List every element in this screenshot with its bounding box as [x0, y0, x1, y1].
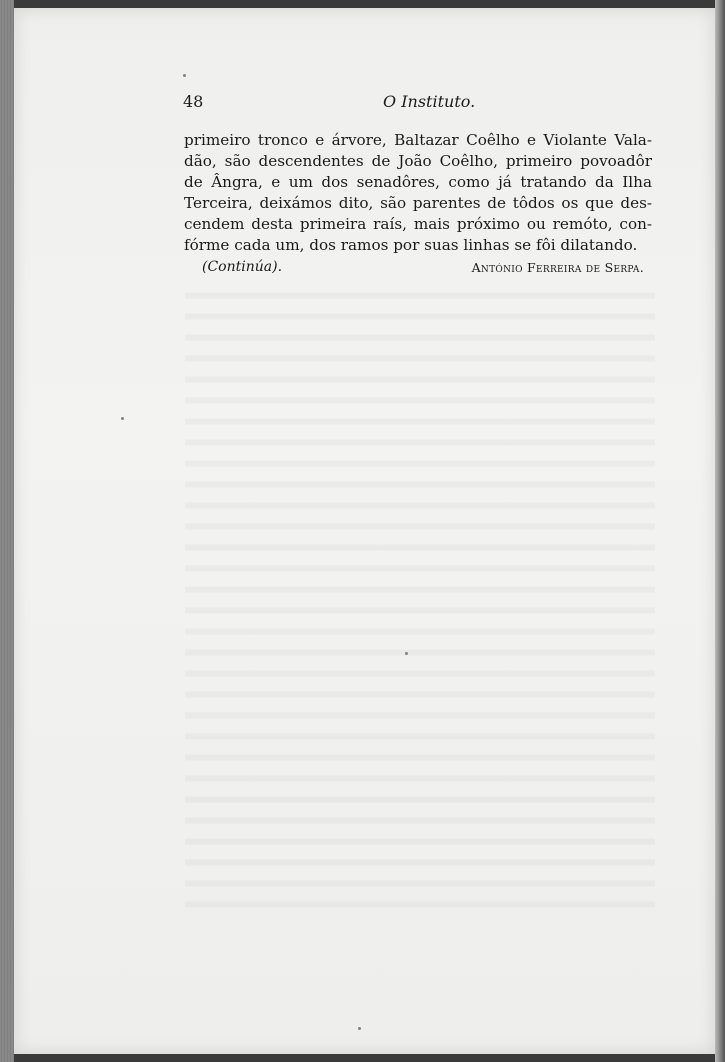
text-line: Terceira, deixámos dito, são parentes de tôdos os que des-	[184, 194, 652, 212]
print-speck	[121, 417, 124, 420]
text-line: de Ângra, e um dos senadôres, como já tratando da Ilha	[184, 173, 652, 191]
running-title: O Instituto.	[383, 92, 476, 111]
print-speck	[405, 652, 408, 655]
text-line: fórme cada um, dos ramos por suas linhas se fôi dilatando.	[184, 236, 638, 254]
print-speck	[358, 1027, 361, 1030]
body-paragraph	[184, 130, 652, 256]
author-signature: António Ferreira de Serpa.	[471, 260, 644, 275]
continued-note: (Continúa).	[202, 259, 283, 275]
text-line: cendem desta primeira raís, mais próximo ou remóto, con-	[184, 215, 652, 233]
article-footer	[200, 259, 644, 279]
page-header	[183, 92, 643, 116]
book-spine-edge	[0, 0, 14, 1062]
page-number: 48	[183, 92, 204, 111]
page-right-edge	[715, 0, 725, 1062]
text-line: primeiro tronco e árvore, Baltazar Coêlho e Violante Vala-	[184, 131, 652, 149]
print-speck	[183, 74, 186, 77]
show-through-texture	[185, 280, 655, 920]
text-line: dão, são descendentes de João Coêlho, primeiro povoadôr	[184, 152, 652, 170]
